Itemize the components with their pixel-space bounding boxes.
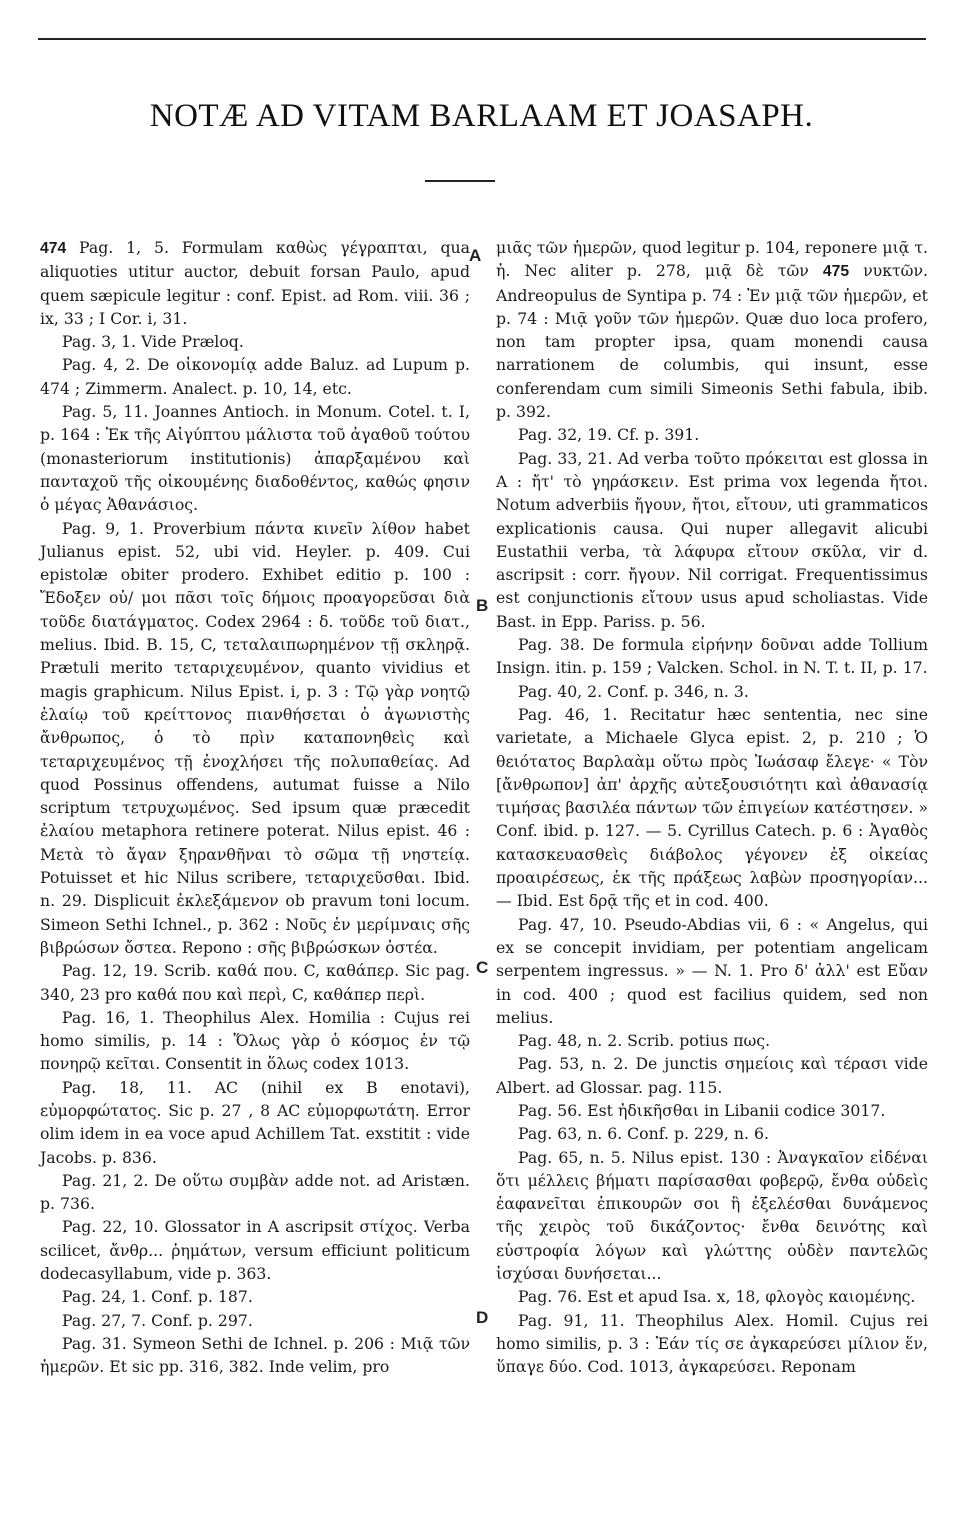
top-rule — [38, 38, 926, 40]
note-paragraph: Pag. 91, 11. Theophilus Alex. Homil. Cujus rei homo similis, p. 3 : Ἐάν τίς σε ἀγκαρεύσει μίλιον ἕν, ὕπαγε δύο. Cod. 1013, ἀγκαρεύσει. Reponam — [496, 1310, 928, 1377]
note-paragraph: Pag. 48, n. 2. Scrib. potius πως. — [518, 1031, 771, 1051]
column-number: 475 — [822, 263, 850, 281]
note-paragraph: Pag. 47, 10. Pseudo-Abdias vii, 6 : « Angelus, qui ex se concepit invidiam, per potentiam angelicam serpentem ingressus. » — N. 1. Pro δ' ἀλλ' est Εὔαν in cod. 400 ; quod est facilius quidem, sed non melius. — [496, 914, 928, 1027]
column-number: 474 — [40, 240, 67, 257]
note-paragraph: Pag. 21, 2. De οὕτω συμβὰν adde not. ad Aristæn. p. 736. — [40, 1170, 470, 1214]
right-column — [496, 236, 928, 1379]
note-paragraph: Pag. 18, 11. AC (nihil ex B enotavi), εὐμορφώτατος. Sic p. 27 , 8 AC εὐμορφωτάτη. Error olim idem in ea voce apud Achillem Tat. exstitit : vide Jacobs. p. 836. — [40, 1077, 470, 1167]
note-paragraph: Pag. 32, 19. Cf. p. 391. — [518, 425, 700, 445]
note-paragraph: Pag. 12, 19. Scrib. καθά που. C, καθάπερ. Sic pag. 340, 23 pro καθά που καὶ περὶ, C, καθάπερ περὶ. — [40, 961, 470, 1004]
left-column — [40, 236, 470, 1379]
note-paragraph: Pag. 27, 7. Conf. p. 297. — [62, 1310, 253, 1330]
note-paragraph: Pag. 9, 1. Proverbium πάντα κινεῖν λίθον habet Julianus epist. 52, ubi vid. Heyler. p. 409. Cui epistolæ obiter prodero. Exhibet editio p. 100 : Ἔδοξεν οὐ/ μοι πᾶσι τοῖς δήμοις προαγορεῦσαι διὰ τοῦδε διατάγματος. Codex 2964 : δ. τοῦδε τοῦ διατ., melius. Ibid. B. 15, C, τεταλαιπωρημένον τῇ σκληρᾷ. Prætuli merito τεταριχευμένον, quanto vividius et magis graphicum. Nilus Epist. i, p. 3 : Τῷ γὰρ νοητῷ ἐλαίῳ τοῦ κρείττονος πιανθήσεται ὁ ἀγωνιστὴς ἄνθρωπος, ὁ τὸ πρὶν καταπονηθεὶς καὶ τεταριχευμένος τῇ ἐνοχλήσει τῆς πολυπαθείας. Ad quod Possinus offendens, autumat fuisse a Nilo scriptum τετρυχωμένος. Sed ipsum quæ præcedit ἐλαίου metaphora retinere poterat. Nilus epist. 46 : Μετὰ τὸ ἄγαν ξηρανθῆναι τὸ σῶμα τῇ νηστείᾳ. Potuisset et hic Nilus scribere, τεταριχεῦσθαι. Ibid. n. 29. Displicuit ἐκλεξάμενον ob pravum toni locum. Simeon Sethi Ichnel., p. 362 : Νοῦς ἐν μερίμναις σῆς βιβρώσων ὄστεα. Repono : σῆς βιβρώσκων ὀστέα. — [40, 518, 470, 957]
note-paragraph: Pag. 33, 21. Ad verba τοῦτο πρόκειται est glossa in A : ἤτ' τὸ γηράσκειν. Est prima vox legenda ἤτοι. Notum adverbiis ἤγουν, ἤτοι, εἴτουν, uti grammaticos explicationis causa. Qui nuper allegavit alicubi Eustathii verba, τὰ λάφυρα εἴτουν σκῦλα, vir d. ascripsit : corr. ἤγουν. Nil corrigat. Frequentissimus est conjunctionis εἴτουν usus apud scholiastas. Vide Bast. in Epp. Pariss. p. 56. — [496, 448, 928, 631]
note-paragraph: Pag. 24, 1. Conf. p. 187. — [62, 1287, 253, 1307]
note-paragraph: μιᾶς τῶν ἡμερῶν, quod legitur p. 104, reponere μιᾷ τ. ἡ. Nec aliter p. 278, μιᾷ δὲ τῶν 475 νυκτῶν. Andreopulus de Syntipa p. 74 : Ἐν μιᾷ τῶν ἡμερῶν, et p. 74 : Μιᾷ γοῦν τῶν ἡμερῶν. Quæ duo loca profero, non tam propter ipsa, quam monendi causa narrationem de columbis, qui insunt, esse conferendam cum simili Simeonis Sethi fabula, ibib. p. 392. — [496, 238, 928, 422]
note-paragraph: Pag. 5, 11. Joannes Antioch. in Monum. Cotel. t. I, p. 164 : Ἐκ τῆς Αἰγύπτου μάλιστα τοῦ ἀγαθοῦ τούτου (monasteriorum institutionis) ἀπαρξαμένου καὶ πανταχοῦ τῆς οἰκουμένης διαδοθέντος, καθώς φησιν ὁ μέγας Ἀθανάσιος. — [40, 402, 470, 515]
note-paragraph: Pag. 22, 10. Glossator in A ascripsit στίχος. Verba scilicet, ἄνθρ... ῥημάτων, versum efficiunt politicum dodecasyllabum, vide p. 363. — [40, 1217, 470, 1284]
margin-letter-c: C — [476, 958, 489, 977]
margin-letter-d: D — [476, 1308, 489, 1327]
note-paragraph: Pag. 40, 2. Conf. p. 346, n. 3. — [518, 681, 749, 701]
note-paragraph: Pag. 4, 2. De οἰκονομίᾳ adde Baluz. ad Lupum p. 474 ; Zimmerm. Analect. p. 10, 14, etc. — [40, 355, 470, 398]
note-paragraph: Pag. 3, 1. Vide Præloq. — [62, 332, 244, 352]
margin-letter-b: B — [476, 596, 489, 615]
margin-letter-a: A — [469, 246, 482, 265]
note-paragraph: Pag. 38. De formula εἰρήνην δοῦναι adde Tollium Insign. itin. p. 159 ; Valcken. Schol. in N. T. t. II, p. 17. — [496, 635, 928, 678]
note-paragraph: Pag. 16, 1. Theophilus Alex. Homilia : Cujus rei homo similis, p. 14 : Ὅλως γὰρ ὁ κόσμος ἐν τῷ πονηρῷ κεῖται. Consentit in ὅλως codex 1013. — [40, 1007, 470, 1074]
page-title: NOTÆ AD VITAM BARLAAM ET JOASAPH. — [149, 98, 814, 134]
title-rule — [425, 180, 495, 182]
note-paragraph: Pag. 63, n. 6. Conf. p. 229, n. 6. — [518, 1124, 769, 1144]
note-paragraph: Pag. 56. Est ἠδικῆσθαι in Libanii codice 3017. — [518, 1100, 886, 1120]
note-paragraph: Pag. 53, n. 2. De junctis σημείοις καὶ τέρασι vide Albert. ad Glossar. pag. 115. — [496, 1054, 928, 1097]
note-paragraph: Pag. 76. Est et apud Isa. x, 18, φλογὸς καιομένης. — [518, 1287, 916, 1307]
note-paragraph: Pag. 31. Symeon Sethi de Ichnel. p. 206 : Μιᾷ τῶν ἡμερῶν. Et sic pp. 316, 382. Inde velim, pro — [40, 1333, 470, 1377]
note-paragraph: Pag. 46, 1. Recitatur hæc sententia, nec sine varietate, a Michaele Glyca epist. 2, p. 210 ; Ὁ θειότατος Βαρλαὰμ οὕτω πρὸς Ἰωάσαφ ἔλεγε· « Τὸν [ἄνθρωπον] ἀπ' ἀρχῆς αὐτεξουσιότητι καὶ ἀθανασίᾳ τιμήσας βασιλέα πάντων τῶν ἐπιγείων κατέστησεν. » Conf. ibid. p. 127. — 5. Cyrillus Catech. p. 6 : Ἀγαθὸς κατασκευασθεὶς διάβολος γέγονεν ἐξ οἰκείας προαιρέσεως, ἐκ τῆς πράξεως λαβὼν προσηγορίαν... — Ibid. Est δρᾷ τῆς et in cod. 400. — [496, 704, 928, 911]
note-paragraph: Pag. 65, n. 5. Nilus epist. 130 : Ἀναγκαῖον εἰδέναι ὅτι μέλλεις βήματι παρίσασθαι φοβερῷ, ἔνθα οὐδεὶς ἐαφανεῖται ἐπικουρῶν σοι ἢ ἐξελέσθαι δυνάμενος τῆς χειρὸς τοῦ δικάζοντος· ἔνθα δεινότης καὶ εὐστροφία λόγων καὶ γλώττης οὐδὲν παντελῶς ἰσχύσαι δυνήσεται... — [496, 1147, 928, 1284]
note-paragraph: 474 Pag. 1, 5. Formulam καθὼς γέγραπται, qua aliquoties utitur auctor, debuit forsan Paulo, apud quem sæpicule legitur : conf. Epist. ad Rom. viii. 36 ; ix, 33 ; I Cor. i, 31. — [40, 238, 470, 328]
